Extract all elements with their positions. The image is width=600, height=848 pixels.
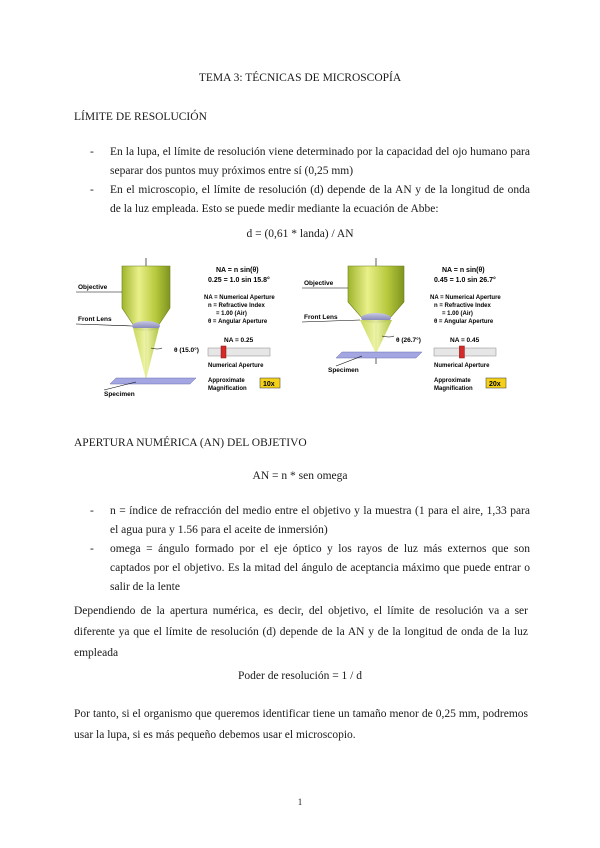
section-heading-numerical-aperture: APERTURA NUMÉRICA (AN) DEL OBJETIVO	[74, 437, 307, 449]
legend-line: NA = Numerical Aperture	[430, 295, 501, 301]
list-item: - omega = ángulo formado por el eje óptico y los rayos de luz más externos que son captados por el objetivo. Es la mitad del ángulo de aceptancia máximo que puede entrar o salir de la lente	[90, 543, 530, 593]
legend-line: = 1.00 (Air)	[442, 311, 473, 317]
legend-line: n = Refractive Index	[208, 303, 265, 309]
na-scale-label: Numerical Aperture	[434, 363, 490, 369]
magnification-label: Approximate	[434, 378, 471, 384]
objective-diagram-10x	[76, 252, 296, 402]
na-values: 0.45 = 1.0 sin 26.7°	[434, 277, 496, 284]
na-bullet-list	[90, 502, 530, 597]
magnification-label: Magnification	[434, 386, 473, 392]
angle-label: θ (26.7°)	[396, 337, 421, 344]
na-scale	[434, 348, 496, 356]
paragraph-conclusion: Por tanto, si el organismo que queremos identificar tiene un tamaño menor de 0,25 mm, podremos usar la lupa, si es más pequeño debemos usar el microscopio.	[74, 708, 528, 741]
magnification-value: 10x	[263, 381, 275, 388]
na-formula: NA = n sin(θ)	[216, 267, 259, 274]
front-lens-label: Front Lens	[304, 314, 338, 321]
bullet-text: En la lupa, el límite de resolución viene determinado por la capacidad del ojo humano para separar dos puntos muy próximos entre sí (0,25 mm)	[110, 146, 530, 177]
na-scale-label: Numerical Aperture	[208, 363, 264, 369]
legend-line: θ = Angular Aperture	[434, 319, 494, 325]
objective-diagram-20x	[302, 252, 522, 402]
page-title: TEMA 3: TÉCNICAS DE MICROSCOPÍA	[198, 72, 402, 84]
na-marker	[221, 346, 226, 358]
specimen-label: Specimen	[104, 391, 135, 398]
na-readout: NA = 0.45	[450, 337, 480, 344]
bullet-text: En el microscopio, el límite de resolución (d) depende de la AN y de la longitud de onda de la luz empleada. Esto se puede medir mediante la ecuación de Abbe:	[110, 184, 530, 215]
specimen-slide	[336, 352, 422, 358]
bullet-text: omega = ángulo formado por el eje óptico y los rayos de luz más externos que son captados por el objetivo. Es la mitad del ángulo de aceptancia máximo que puede entrar o salir de la lente	[110, 543, 530, 593]
na-readout: NA = 0.25	[224, 337, 254, 344]
section-heading-resolution: LÍMITE DE RESOLUCIÓN	[74, 111, 207, 123]
bullet-text: n = índice de refracción del medio entre el objetivo y la muestra (1 para el aire, 1,33 para el agua pura y 1.56 para el aceite de inmersión)	[110, 505, 530, 536]
na-values: 0.25 = 1.0 sin 15.8°	[208, 277, 270, 284]
resolution-bullet-list	[90, 143, 530, 219]
na-equation: AN = n * sen omega	[252, 470, 348, 482]
list-item: - En la lupa, el límite de resolución viene determinado por la capacidad del ojo humano para separar dos puntos muy próximos entre sí (0,25 mm)	[90, 146, 530, 177]
na-marker	[459, 346, 464, 358]
list-item: - En el microscopio, el límite de resolución (d) depende de la AN y de la longitud de onda de la luz empleada. Esto se puede medir mediante la ecuación de Abbe:	[90, 184, 530, 215]
specimen-label: Specimen	[328, 367, 359, 374]
abbe-equation: d = (0,61 * landa) / AN	[246, 228, 354, 240]
na-scale	[208, 348, 270, 356]
list-item: - n = índice de refracción del medio entre el objetivo y la muestra (1 para el aire, 1,33 para el agua pura y 1.56 para el aceite de inmersión)	[90, 505, 530, 536]
front-lens-label: Front Lens	[78, 316, 112, 323]
light-cone	[133, 328, 159, 380]
objective-label: Objective	[304, 280, 334, 287]
magnification-value: 20x	[489, 381, 501, 388]
magnification-label: Approximate	[208, 378, 245, 384]
legend-line: = 1.00 (Air)	[216, 311, 247, 317]
legend-line: θ = Angular Aperture	[208, 319, 268, 325]
na-formula: NA = n sin(θ)	[442, 267, 485, 274]
objective-barrel	[122, 266, 170, 326]
objective-label: Objective	[78, 284, 108, 291]
legend-line: n = Refractive Index	[434, 303, 491, 309]
angle-label: θ (15.0°)	[174, 347, 199, 354]
magnification-label: Magnification	[208, 386, 247, 392]
objective-barrel	[348, 266, 404, 318]
page-number: 1	[297, 797, 303, 807]
specimen-slide	[110, 378, 196, 384]
paragraph-resolution-dependence: Dependiendo de la apertura numérica, es decir, del objetivo, el límite de resolución va a ser diferente ya que el límite de resolución (d) depende de la AN y de la longitud de onda de la luz empleada	[74, 605, 528, 659]
resolving-power-equation: Poder de resolución = 1 / d	[237, 670, 363, 682]
legend-line: NA = Numerical Aperture	[204, 295, 275, 301]
